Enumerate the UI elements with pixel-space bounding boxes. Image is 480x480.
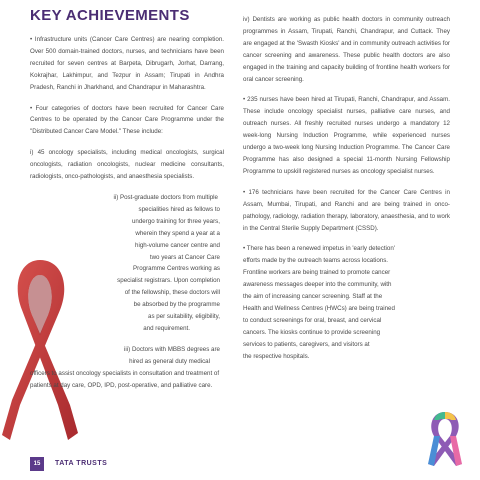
item-oncology-specialists: i) 45 oncology specialists, including medical oncologists, surgical oncologists, radiation oncologists, nuclear medicine consultants, radiologists, onco-pathologists, and anaesthesia specialists. xyxy=(30,149,224,181)
bullet-technicians: • 176 technicians have been recruited for the Cancer Care Centres in Assam, Mumbai, Tirupati, and Ranchi and are being trained in onco-pathology, radiology, radiation therapy, laboratory, anaesthesia, and to work in the Central Sterile Supply Department (CSSD). xyxy=(243,188,450,232)
brand-name: TATA TRUSTS xyxy=(55,460,108,467)
bullet-infrastructure: • Infrastructure units (Cancer Care Centres) are nearing completion. Over 500 domain-trained doctors, nurses, and technicians have been recruited for seven centres at Barpeta, Dibrugarh, Jorhat, Darrang, Kokrajhar, Lakhimpur, and Tezpur in Assam; Tirupati in Andhra Pradesh, Ranchi in Jharkhand, and Chandrapur in Maharashtra. xyxy=(30,36,224,91)
item-mbbs-doctors: iii) Doctors with MBBS degrees are hired as general duty medical xyxy=(124,345,220,365)
bullet-doctor-categories: • Four categories of doctors have been recruited for Cancer Care Centres to be operated by the Cancer Care Programme under the "Distributed Cancer Care Model." These include: xyxy=(30,104,224,136)
page-title: KEY ACHIEVEMENTS xyxy=(30,7,190,24)
right-column xyxy=(243,14,450,362)
bullet-nurses: • 235 nurses have been hired at Tirupati, Ranchi, Chandrapur, and Assam. These include oncology specialist nurses, palliative care nurses, and outreach nurses. All freshly recruited nurses undergo a mandatory 12 week-long Nursing Induction Programme, while experienced nurses undergo a two-week long Nursing Induction Programme. The Cancer Care Programme has also designed a special 11-month Nursing Fellowship Programme to upskill registered nurses as oncology specialist nurses. xyxy=(243,96,450,175)
bullet-early-detection: • There has been a renewed impetus in 'early detection' efforts made by the outreach teams across locations. Frontline workers are being trained to promote cancer awareness messages deeper into the community, with the aim of increasing cancer screening. Staff at the Health and Wellness Centres (HWCs) are being trained to conduct screenings for oral, breast, and cervical cancers. The kiosks continue to provide screening services to patients, caregivers, and visitors at the respective hospitals. xyxy=(243,245,395,360)
item-dentists: iv) Dentists are working as public health doctors in community outreach programmes in Assam, Tirupati, Ranchi, Chandrapur, and Cuttack. They are engaged at the 'Swasth Kiosks' and in community outreach activities for cancer screening and awareness. These public health doctors are also engaged in the training and capacity building of frontline health workers for oral cancer screening. xyxy=(243,16,450,83)
awareness-ribbon-multicolor xyxy=(420,410,470,470)
item-mbbs-doctors-continued: officers to assist oncology specialists in consultation and treatment of patients at day care, OPD, IPD, post-operative, and palliative care. xyxy=(30,369,220,389)
left-column xyxy=(30,34,224,391)
page-number: 15 xyxy=(30,457,44,471)
item-postgraduate-doctors: ii) Post-graduate doctors from multiple specialities hired as fellows to undergo training for three years, wherein they spend a year at a high-volume cancer centre and two years at Cancer Care Programme Centres working as specialist registrars. Upon completion of the fellowship, these doctors will be absorbed by the programme as per suitability, eligibility, and requirement. xyxy=(113,193,220,332)
